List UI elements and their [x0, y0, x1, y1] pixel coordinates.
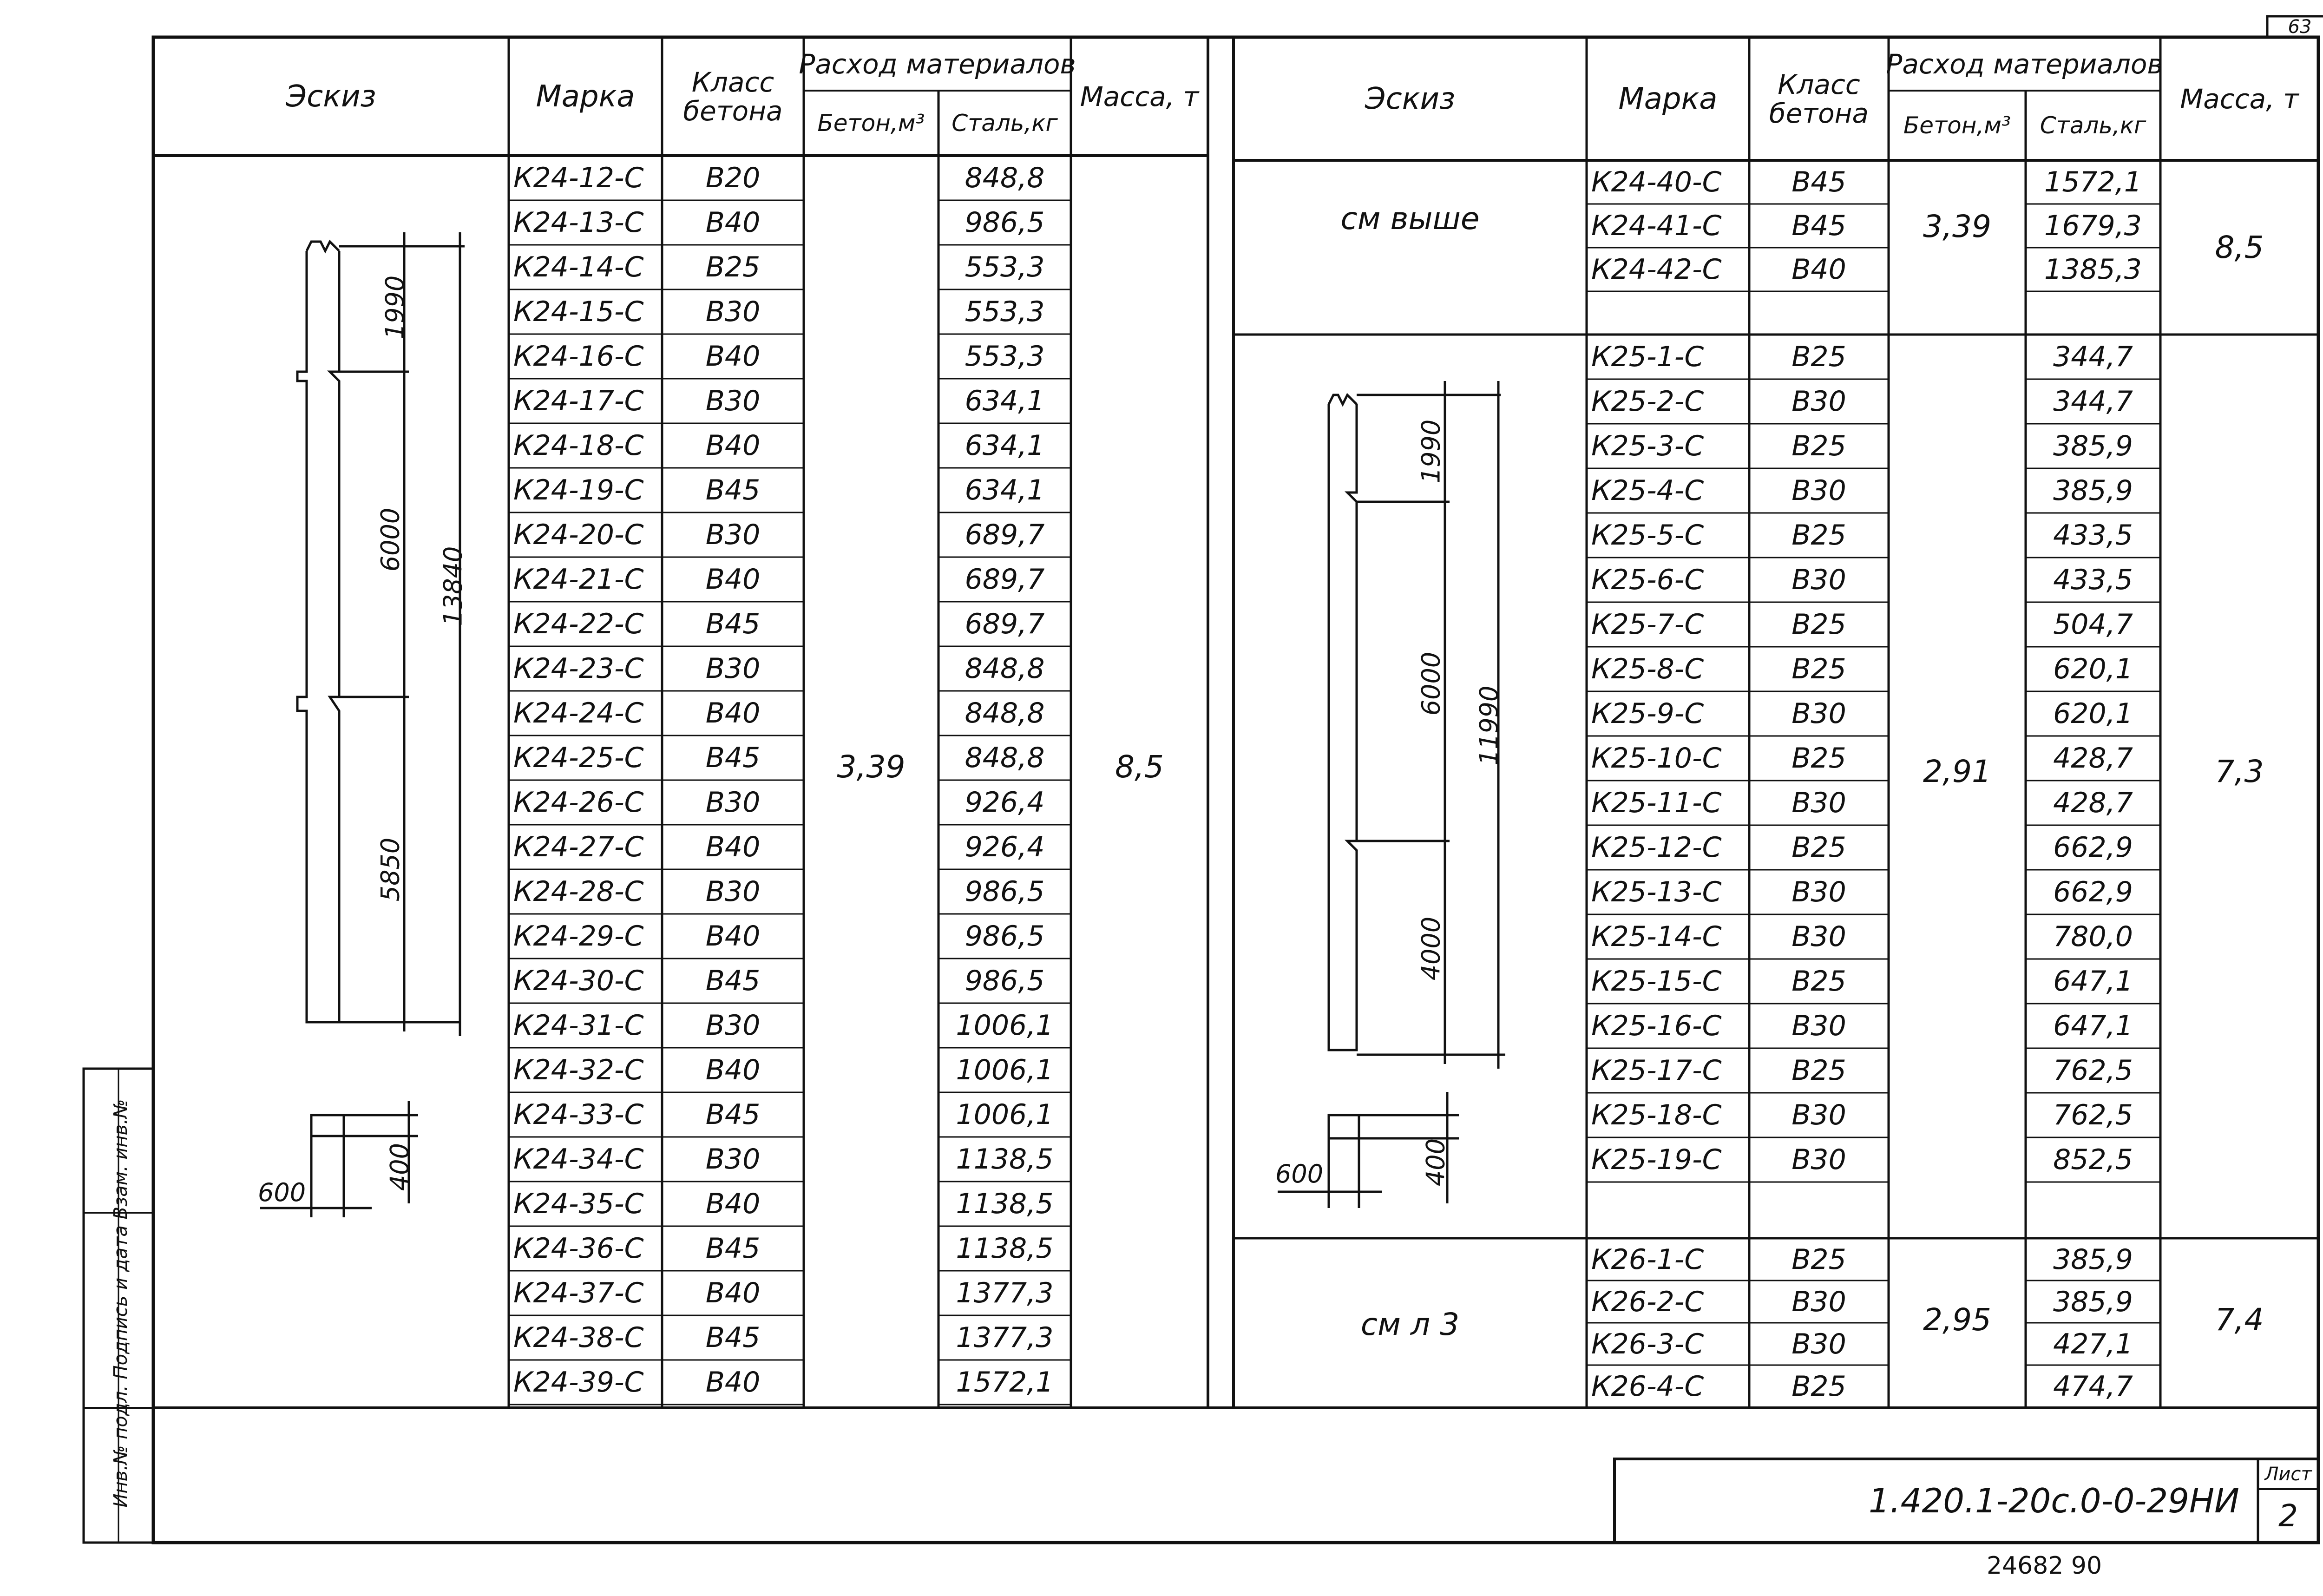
header-mark: Марка: [536, 79, 635, 114]
row-steel: 848,8: [965, 742, 1045, 774]
row-mark: К24-16-С: [513, 340, 644, 373]
row-steel: 1572,1: [956, 1366, 1054, 1399]
row-mark: К25-5-С: [1591, 519, 1704, 552]
row-steel: 428,7: [2053, 787, 2133, 819]
row-steel: 1138,5: [956, 1232, 1054, 1265]
row-concrete-class: В30: [1791, 876, 1846, 908]
row-mark: К26-2-С: [1591, 1285, 1704, 1318]
row-concrete-class: В30: [1791, 1099, 1846, 1131]
row-mark: К25-4-С: [1591, 474, 1704, 507]
row-steel: 620,1: [2053, 653, 2133, 685]
row-mark: К25-17-С: [1591, 1054, 1722, 1087]
row-concrete-class: В40: [705, 340, 761, 373]
row-mark: К25-13-С: [1591, 876, 1722, 908]
row-steel: 986,5: [965, 920, 1045, 952]
row-concrete-class: В30: [1791, 1143, 1846, 1176]
row-steel: 385,9: [2053, 1285, 2133, 1318]
left-dim-total: 13840: [438, 546, 468, 626]
row-steel: 848,8: [965, 697, 1045, 729]
right-dim-bottom: 4000: [1416, 916, 1446, 981]
row-mark: К24-42-С: [1591, 253, 1722, 286]
row-mark: К24-27-С: [513, 831, 644, 863]
row-mark: К24-20-С: [513, 519, 644, 551]
right-header-mass: Масса, т: [2180, 83, 2299, 115]
row-steel: 1679,3: [2044, 210, 2142, 242]
row-mark: К24-29-С: [513, 920, 644, 952]
row-concrete-class: В30: [705, 1009, 761, 1042]
left-dim-top: 1990: [380, 275, 410, 340]
row-concrete-class: В40: [705, 1277, 761, 1309]
title-block-sheet-label: Лист: [2264, 1463, 2312, 1485]
row-steel: 1006,1: [956, 1098, 1054, 1131]
row-concrete-class: В25: [1791, 653, 1846, 685]
row-concrete-class: В20: [705, 162, 761, 194]
row-steel: 647,1: [2053, 1010, 2133, 1042]
row-steel: 762,5: [2053, 1054, 2133, 1087]
right-dim-mid: 6000: [1416, 651, 1446, 716]
left-dim-height: 400: [385, 1143, 414, 1191]
row-concrete-class: В40: [705, 831, 761, 863]
row-steel: 634,1: [965, 385, 1045, 417]
row-mark: К24-35-С: [513, 1188, 644, 1220]
row-concrete-class: В45: [705, 742, 761, 774]
row-steel: 926,4: [965, 831, 1045, 863]
row-concrete-class: В40: [705, 697, 761, 729]
right-header-mark: Марка: [1618, 81, 1718, 116]
row-steel: 1138,5: [956, 1188, 1054, 1220]
row-concrete-class: В30: [1791, 697, 1846, 730]
header-mass: Масса, т: [1080, 80, 1199, 112]
row-steel: 385,9: [2053, 474, 2133, 507]
row-concrete-class: В45: [1791, 166, 1846, 198]
row-concrete-class: В40: [705, 920, 761, 952]
row-steel: 762,5: [2053, 1099, 2133, 1131]
row-concrete-class: В25: [1791, 1370, 1846, 1403]
side-stamp: Инв.№ подл. Подпись и дата Взам. инв.№: [110, 1099, 131, 1508]
row-concrete-class: В40: [705, 563, 761, 596]
row-mark: К25-8-С: [1591, 653, 1704, 685]
row-concrete-class: В45: [705, 608, 761, 640]
row-concrete-class: В25: [1791, 519, 1846, 552]
row-steel: 433,5: [2053, 564, 2133, 596]
row-mark: К24-38-С: [513, 1321, 644, 1354]
row-concrete-class: В45: [705, 965, 761, 997]
row-mark: К24-13-С: [513, 206, 644, 239]
row-steel: 634,1: [965, 474, 1045, 506]
row-mark: К24-19-С: [513, 474, 644, 506]
right-header-steel-kg: Сталь,кг: [2040, 112, 2146, 139]
right-a-mass: 8,5: [2215, 230, 2264, 265]
row-concrete-class: В30: [705, 1143, 761, 1176]
row-steel: 780,0: [2053, 920, 2133, 953]
row-mark: К24-40-С: [1591, 166, 1722, 198]
header-sketch: Эскиз: [286, 79, 376, 114]
row-steel: 852,5: [2053, 1143, 2133, 1176]
row-concrete-class: В30: [705, 296, 761, 328]
right-c-mass: 7,4: [2215, 1301, 2264, 1338]
header-concrete-m3: Бетон,м³: [817, 110, 925, 137]
row-steel: 1377,3: [956, 1321, 1054, 1354]
row-steel: 1385,3: [2044, 253, 2142, 286]
row-steel: 689,7: [965, 519, 1045, 551]
row-concrete-class: В30: [705, 652, 761, 685]
row-mark: К25-2-С: [1591, 385, 1704, 418]
row-mark: К24-33-С: [513, 1098, 644, 1131]
row-steel: 662,9: [2053, 831, 2133, 864]
row-mark: К24-14-С: [513, 251, 644, 283]
bottom-number: 24682 90: [1986, 1552, 2102, 1580]
row-mark: К25-12-С: [1591, 831, 1722, 864]
right-c-concrete: 2,95: [1923, 1301, 1991, 1338]
left-dim-mid: 6000: [375, 507, 405, 572]
row-mark: К24-34-С: [513, 1143, 644, 1176]
row-mark: К25-18-С: [1591, 1099, 1722, 1131]
row-mark: К25-10-С: [1591, 742, 1722, 775]
row-steel: 848,8: [965, 162, 1045, 194]
row-concrete-class: В25: [1791, 1054, 1846, 1087]
row-concrete-class: В40: [705, 206, 761, 239]
row-concrete-class: В30: [1791, 1010, 1846, 1042]
row-mark: К24-26-С: [513, 786, 644, 819]
right-b-concrete: 2,91: [1923, 753, 1991, 789]
row-mark: К24-18-С: [513, 429, 644, 462]
left-dim-width: 600: [258, 1178, 306, 1207]
right-dim-height: 400: [1421, 1138, 1450, 1187]
header-materials: Расход материалов: [799, 48, 1076, 80]
row-mark: К26-4-С: [1591, 1370, 1704, 1403]
row-concrete-class: В45: [1791, 210, 1846, 242]
row-mark: К24-24-С: [513, 697, 644, 729]
row-mark: К24-12-С: [513, 162, 644, 194]
row-steel: 385,9: [2053, 1243, 2133, 1276]
row-steel: 926,4: [965, 786, 1045, 819]
row-steel: 634,1: [965, 429, 1045, 462]
row-mark: К25-19-С: [1591, 1143, 1722, 1176]
row-mark: К25-7-С: [1591, 608, 1704, 641]
row-concrete-class: В40: [705, 429, 761, 462]
row-steel: 553,3: [965, 296, 1045, 328]
row-steel: 986,5: [965, 206, 1045, 239]
row-mark: К24-32-С: [513, 1054, 644, 1086]
row-steel: 620,1: [2053, 697, 2133, 730]
right-dim-top: 1990: [1416, 419, 1446, 484]
row-steel: 344,7: [2053, 341, 2133, 373]
row-steel: 474,7: [2053, 1370, 2133, 1403]
row-steel: 986,5: [965, 965, 1045, 997]
row-mark: К25-3-С: [1591, 430, 1704, 462]
row-steel: 385,9: [2053, 430, 2133, 462]
row-steel: 1138,5: [956, 1143, 1054, 1176]
row-steel: 428,7: [2053, 742, 2133, 775]
row-mark: К24-17-С: [513, 385, 644, 417]
row-concrete-class: В40: [705, 1188, 761, 1220]
row-concrete-class: В30: [1791, 1285, 1846, 1318]
row-concrete-class: В40: [705, 1054, 761, 1086]
row-steel: 553,3: [965, 251, 1045, 283]
row-mark: К25-9-С: [1591, 697, 1704, 730]
row-concrete-class: В25: [1791, 831, 1846, 864]
row-concrete-class: В25: [1791, 430, 1846, 462]
page-corner-mark: 63: [2288, 16, 2312, 38]
row-steel: 848,8: [965, 652, 1045, 685]
row-steel: 344,7: [2053, 385, 2133, 418]
row-steel: 433,5: [2053, 519, 2133, 552]
row-concrete-class: В30: [1791, 564, 1846, 596]
row-mark: К26-3-С: [1591, 1327, 1704, 1360]
right-b-mass: 7,3: [2215, 753, 2264, 789]
row-mark: К24-39-С: [513, 1366, 644, 1399]
row-steel: 504,7: [2053, 608, 2133, 641]
row-steel: 647,1: [2053, 965, 2133, 998]
row-steel: 1006,1: [956, 1009, 1054, 1042]
right-dim-width: 600: [1275, 1159, 1324, 1189]
right-c-sketch-note: см л 3: [1360, 1306, 1460, 1342]
left-group-concrete: 3,39: [837, 749, 906, 785]
row-concrete-class: В30: [705, 875, 761, 908]
row-mark: К25-16-С: [1591, 1010, 1722, 1042]
row-concrete-class: В40: [1791, 253, 1846, 286]
row-mark: К25-6-С: [1591, 564, 1704, 596]
row-concrete-class: В25: [1791, 608, 1846, 641]
row-mark: К24-23-С: [513, 652, 644, 685]
row-mark: К25-14-С: [1591, 920, 1722, 953]
row-concrete-class: В25: [1791, 1243, 1846, 1276]
row-concrete-class: В25: [1791, 742, 1846, 775]
right-header-concrete-class: Класс бетона: [1769, 68, 1869, 129]
row-steel: 689,7: [965, 608, 1045, 640]
row-steel: 986,5: [965, 875, 1045, 908]
right-dim-total: 11990: [1474, 685, 1504, 766]
row-mark: К24-15-С: [513, 296, 644, 328]
row-concrete-class: В30: [705, 519, 761, 551]
row-concrete-class: В40: [705, 1366, 761, 1399]
row-concrete-class: В25: [1791, 965, 1846, 998]
right-header-materials: Расход материалов: [1886, 48, 2163, 80]
row-mark: К24-41-С: [1591, 210, 1722, 242]
row-concrete-class: В30: [1791, 385, 1846, 418]
left-group-mass: 8,5: [1115, 749, 1164, 785]
row-concrete-class: В30: [705, 786, 761, 819]
row-concrete-class: В45: [705, 1098, 761, 1131]
row-steel: 662,9: [2053, 876, 2133, 908]
right-header-sketch: Эскиз: [1365, 81, 1456, 116]
title-block-code: 1.420.1-20с.0-0-29НИ: [1868, 1481, 2239, 1520]
row-mark: К25-15-С: [1591, 965, 1722, 998]
right-a-sketch-note: см выше: [1340, 200, 1480, 236]
row-mark: К24-28-С: [513, 875, 644, 908]
row-mark: К24-31-С: [513, 1009, 644, 1042]
row-mark: К24-37-С: [513, 1277, 644, 1309]
row-concrete-class: В30: [705, 385, 761, 417]
row-steel: 1377,3: [956, 1277, 1054, 1309]
row-concrete-class: В30: [1791, 474, 1846, 507]
row-mark: К25-1-С: [1591, 341, 1704, 373]
row-steel: 427,1: [2053, 1327, 2133, 1360]
row-concrete-class: В30: [1791, 1327, 1846, 1360]
row-steel: 553,3: [965, 340, 1045, 373]
row-concrete-class: В30: [1791, 787, 1846, 819]
row-steel: 1572,1: [2044, 166, 2142, 198]
row-steel: 689,7: [965, 563, 1045, 596]
row-mark: К24-25-С: [513, 742, 644, 774]
left-dim-bottom: 5850: [375, 837, 405, 902]
row-concrete-class: В25: [705, 251, 761, 283]
row-mark: К24-22-С: [513, 608, 644, 640]
row-mark: К24-21-С: [513, 563, 644, 596]
header-concrete-class: Класс бетона: [683, 66, 783, 127]
row-concrete-class: В25: [1791, 341, 1846, 373]
row-mark: К25-11-С: [1591, 787, 1722, 819]
row-concrete-class: В45: [705, 1232, 761, 1265]
row-concrete-class: В45: [705, 474, 761, 506]
row-mark: К24-36-С: [513, 1232, 644, 1265]
row-mark: К26-1-С: [1591, 1243, 1704, 1276]
row-concrete-class: В30: [1791, 920, 1846, 953]
right-header-concrete-m3: Бетон,м³: [1903, 112, 2011, 139]
row-steel: 1006,1: [956, 1054, 1054, 1086]
title-block-sheet-number: 2: [2278, 1498, 2298, 1534]
right-a-concrete: 3,39: [1923, 209, 1991, 244]
header-steel-kg: Сталь,кг: [952, 110, 1058, 137]
row-concrete-class: В45: [705, 1321, 761, 1354]
row-mark: К24-30-С: [513, 965, 644, 997]
